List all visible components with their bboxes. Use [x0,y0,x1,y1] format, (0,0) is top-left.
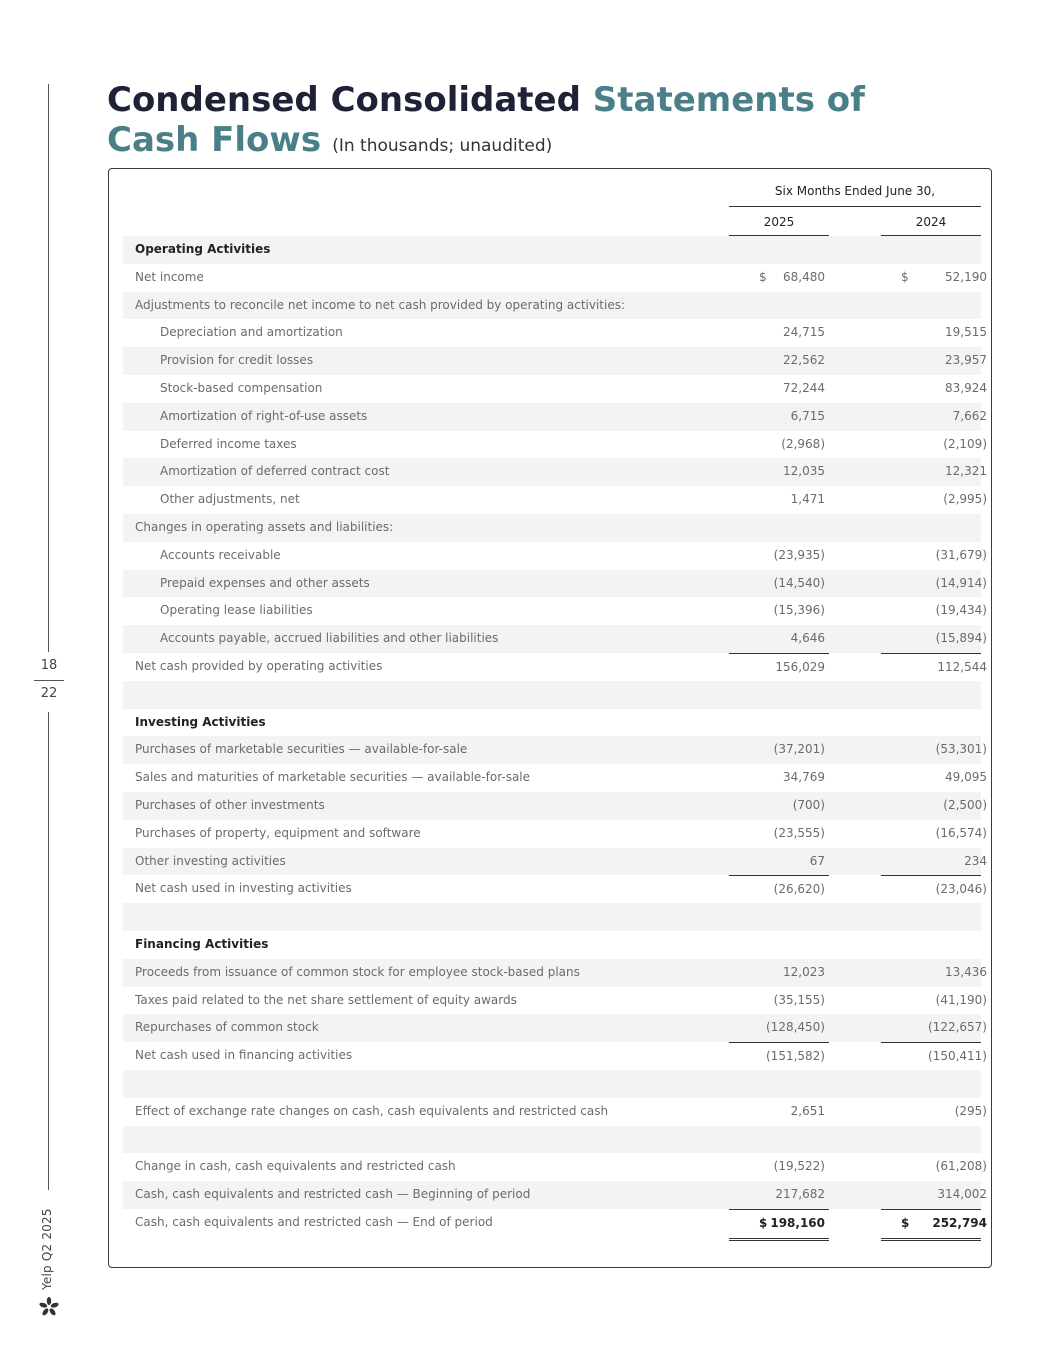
year-header-2024: 2024 [915,215,947,229]
value-cell-2025 [729,625,829,653]
value-cell-2024 [881,848,987,876]
row-value: 22,562 [783,353,825,368]
value-cell-2025 [729,1014,829,1042]
value-cell-2024 [881,820,987,848]
value-cell-2025 [729,736,829,764]
row-label: Adjustments to reconcile net income to net cash provided by operating activities: [135,297,626,312]
table-row [123,736,987,764]
title-subtitle: (In thousands; unaudited) [332,136,553,156]
row-value: (295) [954,1103,987,1118]
row-value: 19,515 [945,325,987,340]
value-cell-2025 [729,848,829,876]
row-label: Repurchases of common stock [135,1020,319,1035]
row-value: (19,434) [935,603,987,618]
row-value: (15,894) [935,631,987,646]
row-value: (2,968) [781,436,825,451]
value-cell-2024 [881,792,987,820]
table-row [123,1042,987,1070]
row-value: 72,244 [783,380,825,395]
table-row [123,431,987,459]
row-value: 34,769 [783,770,825,785]
row-value: 6,715 [790,408,825,423]
table-row [123,653,987,681]
value-cell-2024 [881,597,987,625]
row-value: (41,190) [935,992,987,1007]
value-cell-2025 [729,1042,829,1072]
row-label: Net cash used in investing activities [135,881,352,896]
value-cell-2025 [729,570,829,598]
currency-symbol: $ [759,269,767,284]
table-row [123,403,987,431]
value-cell-2024 [881,1181,987,1209]
sidebar-rule-top [48,84,49,652]
row-label: Change in cash, cash equivalents and restricted cash [135,1159,456,1174]
table-row [123,1098,987,1126]
row-value: 198,160 [770,1215,825,1230]
value-cell-2024 [881,1153,987,1181]
row-value: (23,046) [935,882,987,897]
row-value: 156,029 [775,659,825,674]
value-cell-2025 [729,875,829,905]
row-label: Net income [135,269,204,284]
value-cell-2025 [729,959,829,987]
row-value: (14,540) [773,575,825,590]
table-row [123,542,987,570]
row-value: 217,682 [775,1187,825,1202]
row-value: (700) [792,797,825,812]
value-cell-2024 [881,987,987,1015]
sidebar-rule-bottom [48,712,49,1190]
row-value: (26,620) [773,882,825,897]
row-value: 49,095 [945,770,987,785]
row-label: Other investing activities [135,853,286,868]
row-label: Financing Activities [135,936,269,951]
row-value: (15,396) [773,603,825,618]
row-label: Changes in operating assets and liabilities: [135,519,394,534]
value-cell-2024 [881,458,987,486]
row-value: 2,651 [790,1103,825,1118]
row-value: 12,321 [945,464,987,479]
value-cell-2025 [729,1181,829,1209]
table-row [123,347,987,375]
value-cell-2025 [729,987,829,1015]
period-header-rule [729,206,981,207]
row-label: Purchases of marketable securities — available-for-sale [135,742,468,757]
row-value: 7,662 [952,408,987,423]
table-row [123,875,987,903]
row-value: 314,002 [937,1187,987,1202]
row-label: Prepaid expenses and other assets [160,575,370,590]
report-label: Yelp Q2 2025 [40,1208,54,1290]
table-row [123,375,987,403]
row-value: (151,582) [766,1049,825,1064]
row-value: 234 [964,853,987,868]
row-label: Sales and maturities of marketable securities — available-for-sale [135,770,531,785]
row-label: Net cash used in financing activities [135,1048,353,1063]
row-label: Depreciation and amortization [160,325,343,340]
value-cell-2024 [881,542,987,570]
value-cell-2024 [881,403,987,431]
value-cell-2024 [881,570,987,598]
row-label: Purchases of other investments [135,797,325,812]
row-label: Other adjustments, net [160,492,300,507]
row-value: (16,574) [935,825,987,840]
table-row [123,570,987,598]
row-value: 68,480 [783,269,825,284]
row-label: Operating Activities [135,242,271,256]
row-value: (19,522) [773,1159,825,1174]
total-pages-number: 22 [40,686,58,701]
value-cell-2025 [729,597,829,625]
value-cell-2025 [729,1098,829,1127]
row-value: 52,190 [945,269,987,284]
table-row [123,486,987,514]
value-cell-2025 [729,1153,829,1181]
row-value: 252,794 [932,1215,987,1230]
cash-flow-table-frame [108,168,992,1268]
row-value: 12,035 [783,464,825,479]
table-row [123,903,981,931]
value-cell-2025 [729,792,829,820]
row-label: Deferred income taxes [160,436,297,451]
cash-flow-rows [123,236,987,1237]
row-value: (35,155) [773,992,825,1007]
value-cell-2024 [881,653,987,683]
value-cell-2025 [729,319,829,347]
row-label: Stock-based compensation [160,380,323,395]
value-cell-2024 [881,875,987,905]
row-label: Accounts receivable [160,547,281,562]
row-value: 13,436 [945,964,987,979]
row-value: 12,023 [783,964,825,979]
value-cell-2025 [729,458,829,486]
table-row [123,597,987,625]
row-value: 24,715 [783,325,825,340]
row-value: 1,471 [790,492,825,507]
row-value: (150,411) [928,1049,987,1064]
value-cell-2024 [881,347,987,375]
table-row [123,681,981,709]
row-value: (37,201) [773,742,825,757]
value-cell-2024 [881,1014,987,1042]
title-dark-part: Condensed Consolidated [107,80,593,120]
title-teal-part-2: Cash Flows [107,120,322,160]
row-label: Amortization of deferred contract cost [160,464,390,479]
row-label: Taxes paid related to the net share settlement of equity awards [135,992,517,1007]
value-cell-2024 [881,319,987,347]
table-row [123,1126,981,1154]
value-cell-2024 [881,375,987,403]
row-value: (23,935) [773,547,825,562]
table-row [123,987,987,1015]
table-row [123,1209,987,1237]
table-row [123,319,987,347]
table-row [123,1181,987,1209]
table-row [123,1014,987,1042]
row-value: 23,957 [945,353,987,368]
row-label: Investing Activities [135,714,266,729]
value-cell-2024 [881,1042,987,1072]
table-row [123,514,981,542]
value-cell-2024 [881,959,987,987]
row-label: Provision for credit losses [160,353,314,368]
row-value: 4,646 [790,631,825,646]
table-row [123,959,987,987]
row-value: (2,500) [943,797,987,812]
row-value: (53,301) [935,742,987,757]
value-cell-2025 [729,264,829,292]
table-row [123,848,987,876]
section-header [123,236,981,264]
value-cell-2025 [729,347,829,375]
table-row [123,764,987,792]
page-title [107,80,865,166]
value-cell-2024 [881,625,987,653]
value-cell-2025 [729,431,829,459]
row-label: Cash, cash equivalents and restricted cash — End of period [135,1214,493,1229]
row-value: 83,924 [945,380,987,395]
value-cell-2024 [881,736,987,764]
value-cell-2025 [729,403,829,431]
row-value: (2,995) [943,492,987,507]
row-value: 67 [809,853,825,868]
table-row [123,625,987,653]
row-value: (2,109) [943,436,987,451]
row-value: (128,450) [766,1020,825,1035]
row-label: Net cash provided by operating activities [135,658,383,673]
value-cell-2025 [729,764,829,792]
row-value: (23,555) [773,825,825,840]
currency-symbol: $ [759,1215,768,1230]
table-row [123,292,981,320]
row-value: (14,914) [935,575,987,590]
value-cell-2025 [729,486,829,514]
row-value: 112,544 [937,659,987,674]
value-cell-2025 [729,820,829,848]
row-label: Amortization of right-of-use assets [160,408,368,423]
table-row [123,264,987,292]
current-page-number: 18 [40,658,58,673]
table-row [123,1153,987,1181]
row-label: Purchases of property, equipment and software [135,825,421,840]
table-row [123,820,987,848]
currency-symbol: $ [901,269,909,284]
table-row [123,458,987,486]
row-label: Operating lease liabilities [160,603,313,618]
yelp-burst-icon [38,1296,60,1318]
title-teal-part-1: Statements of [592,80,865,120]
value-cell-2024 [881,1209,987,1241]
table-row [123,1070,981,1098]
currency-symbol: $ [901,1215,910,1230]
year-header-2025: 2025 [763,215,795,229]
value-cell-2024 [881,431,987,459]
section-header [123,709,981,737]
row-label: Effect of exchange rate changes on cash, cash equivalents and restricted cash [135,1103,609,1118]
row-label: Proceeds from issuance of common stock for employee stock-based plans [135,964,580,979]
row-value: (31,679) [935,547,987,562]
value-cell-2024 [881,486,987,514]
section-header [123,931,981,959]
value-cell-2025 [729,375,829,403]
row-label: Cash, cash equivalents and restricted cash — Beginning of period [135,1187,531,1202]
table-row [123,792,987,820]
row-label: Accounts payable, accrued liabilities and other liabilities [160,631,499,646]
row-value: (122,657) [928,1020,987,1035]
value-cell-2025 [729,542,829,570]
value-cell-2024 [881,764,987,792]
value-cell-2025 [729,653,829,683]
value-cell-2025 [729,1209,829,1241]
row-value: (61,208) [935,1159,987,1174]
value-cell-2024 [881,264,987,292]
value-cell-2024 [881,1098,987,1127]
page-number-divider [34,680,64,681]
period-header: Six Months Ended June 30, [774,184,936,198]
